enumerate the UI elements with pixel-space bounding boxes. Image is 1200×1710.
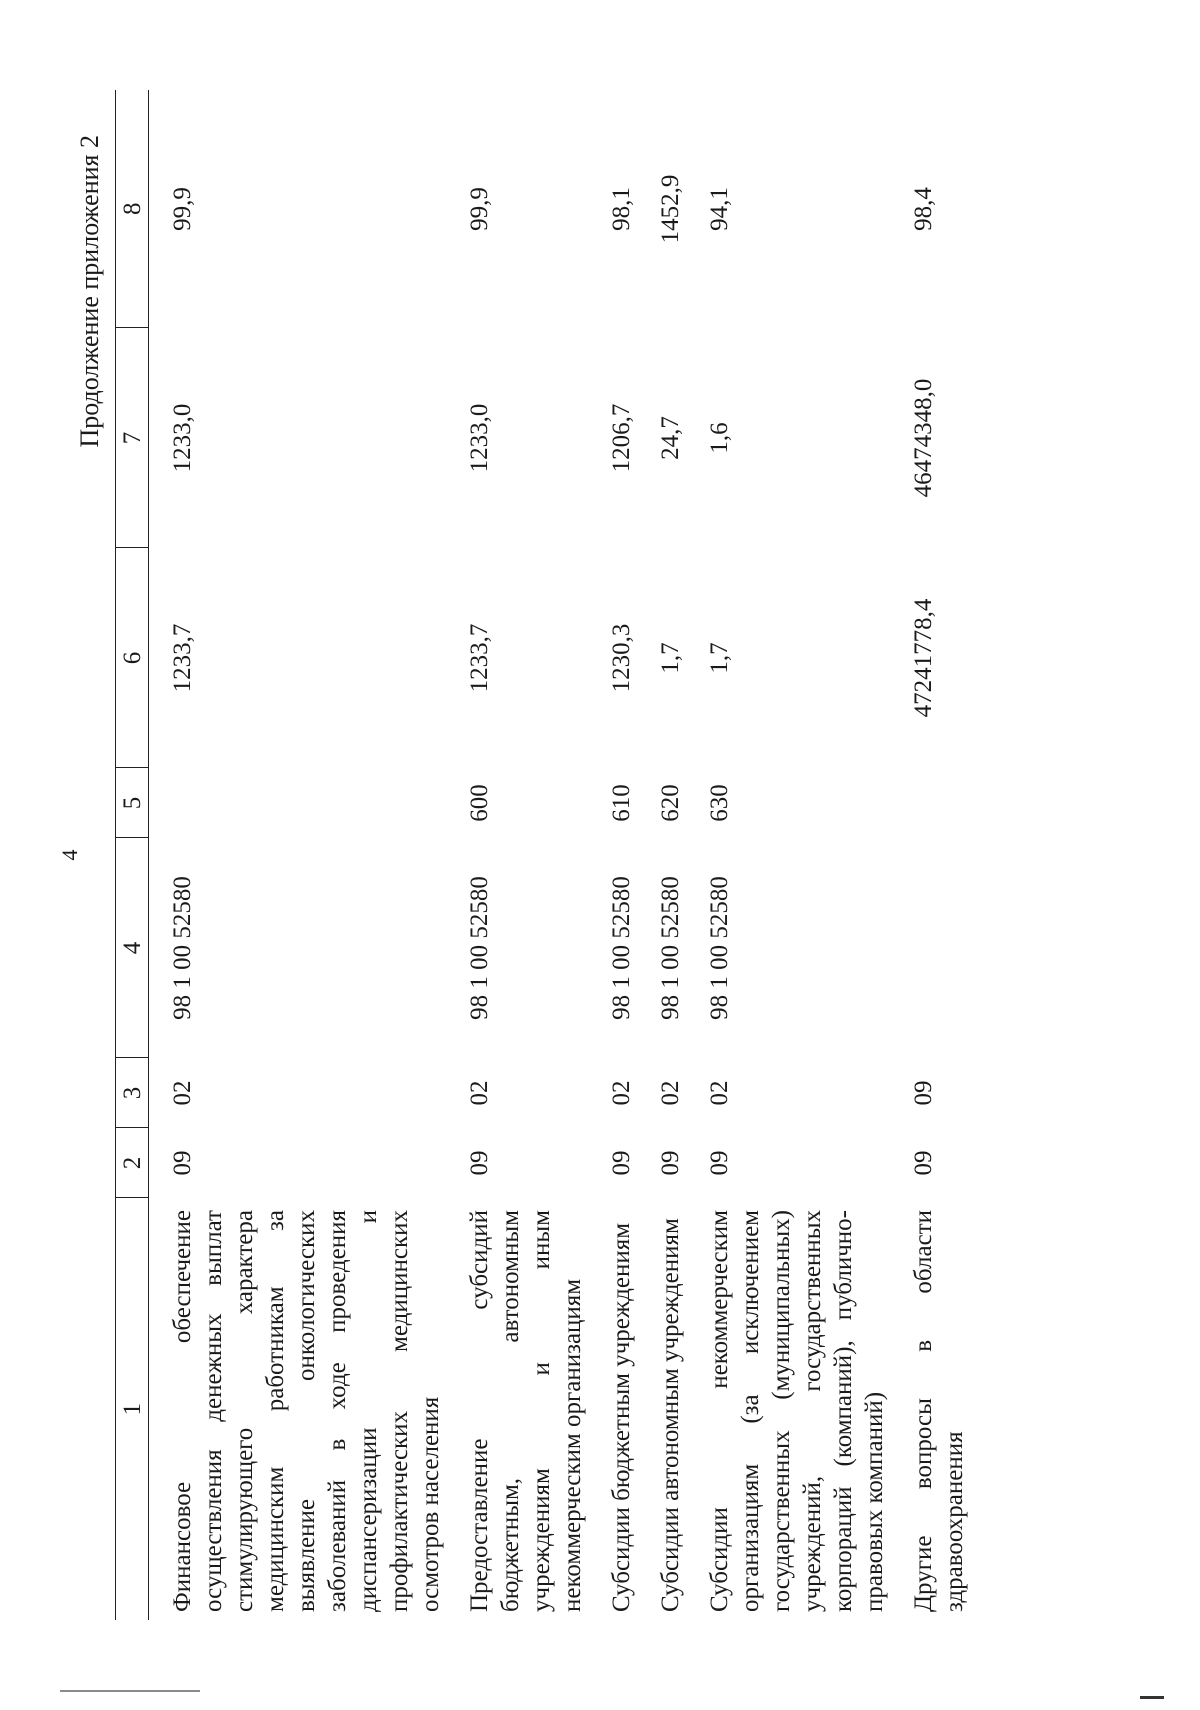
cell-executed: 1206,7 — [608, 403, 635, 473]
table-row — [446, 90, 588, 1620]
row-name: Субсидии бюджетным учреждениям — [608, 1222, 635, 1612]
cell-subsection: 02 — [608, 1080, 635, 1106]
cell-section: 09 — [657, 1150, 684, 1176]
table-row — [890, 90, 970, 1620]
row-name: Предоставление субсидий бюджетным, автономным учреждениям и иным некоммерческим организациям — [466, 1210, 586, 1612]
cell-subsection: 09 — [910, 1080, 937, 1106]
cell-expense-type: 620 — [657, 784, 684, 822]
cell-target-article: 98 1 00 52580 — [608, 876, 635, 1020]
cell-percent: 98,4 — [910, 187, 937, 231]
cell-executed: 1233,0 — [466, 403, 493, 473]
cell-expense-type: 600 — [466, 784, 493, 822]
header-col-6: 6 — [116, 548, 149, 768]
cell-target-article: 98 1 00 52580 — [657, 876, 684, 1020]
cell-target-article: 98 1 00 52580 — [706, 876, 733, 1020]
cell-subsection: 02 — [169, 1080, 196, 1106]
header-col-7: 7 — [116, 328, 149, 548]
header-col-3: 3 — [116, 1058, 149, 1128]
appendix-caption: Продолжение приложения 2 — [75, 135, 104, 448]
header-col-2: 2 — [116, 1128, 149, 1198]
scan-artifact-line — [1140, 1696, 1164, 1699]
cell-planned: 1230,3 — [608, 623, 635, 693]
cell-expense-type: 610 — [608, 784, 635, 822]
cell-target-article: 98 1 00 52580 — [466, 876, 493, 1020]
cell-planned: 1233,7 — [466, 623, 493, 693]
table-row — [149, 90, 447, 1620]
cell-target-article: 98 1 00 52580 — [169, 876, 196, 1020]
rotated-table-area — [75, 90, 995, 1620]
cell-percent: 94,1 — [706, 187, 733, 231]
cell-section: 09 — [706, 1150, 733, 1176]
cell-planned: 1,7 — [706, 642, 733, 674]
cell-expense-type — [890, 768, 970, 838]
cell-percent: 98,1 — [608, 187, 635, 231]
row-name: Субсидии некоммерческим организациям (за исключением государственных (муниципальных) учреждений, государственных корпораций (компаний), публично-правовых компаний) — [706, 1210, 888, 1612]
cell-expense-type: 630 — [706, 784, 733, 822]
cell-executed: 1,6 — [706, 422, 733, 454]
budget-table — [115, 90, 970, 1620]
cell-executed: 46474348,0 — [910, 378, 937, 498]
cell-target-article — [890, 838, 970, 1058]
row-name: Другие вопросы в области здравоохранения — [910, 1210, 968, 1612]
header-col-1: 1 — [116, 1198, 149, 1620]
page-number: 4 — [57, 849, 82, 861]
cell-planned: 1233,7 — [169, 623, 196, 693]
header-col-8: 8 — [116, 90, 149, 328]
row-name: Субсидии автономным учреждениям — [657, 1218, 684, 1612]
cell-expense-type — [149, 768, 447, 838]
cell-section: 09 — [169, 1150, 196, 1176]
cell-planned: 1,7 — [657, 642, 684, 674]
header-row — [116, 90, 149, 1620]
cell-section: 09 — [466, 1150, 493, 1176]
cell-planned: 47241778,4 — [910, 598, 937, 718]
row-name: Финансовое обеспечение осуществления денежных выплат стимулирующего характера медицинским работникам за выявление онкологических заболеваний в ходе проведения диспансеризации и профилактических медицинских осмотров населения — [169, 1210, 444, 1612]
table-row — [588, 90, 637, 1620]
table-row — [686, 90, 890, 1620]
cell-percent: 1452,9 — [657, 174, 684, 244]
table-row — [637, 90, 686, 1620]
cell-executed: 24,7 — [657, 416, 684, 460]
header-col-5: 5 — [116, 768, 149, 838]
cell-percent: 99,9 — [169, 187, 196, 231]
cell-section: 09 — [608, 1150, 635, 1176]
cell-percent: 99,9 — [466, 187, 493, 231]
scan-artifact-line — [60, 1690, 200, 1692]
cell-section: 09 — [910, 1150, 937, 1176]
cell-executed: 1233,0 — [169, 403, 196, 473]
cell-subsection: 02 — [466, 1080, 493, 1106]
cell-subsection: 02 — [706, 1080, 733, 1106]
header-col-4: 4 — [116, 838, 149, 1058]
cell-subsection: 02 — [657, 1080, 684, 1106]
